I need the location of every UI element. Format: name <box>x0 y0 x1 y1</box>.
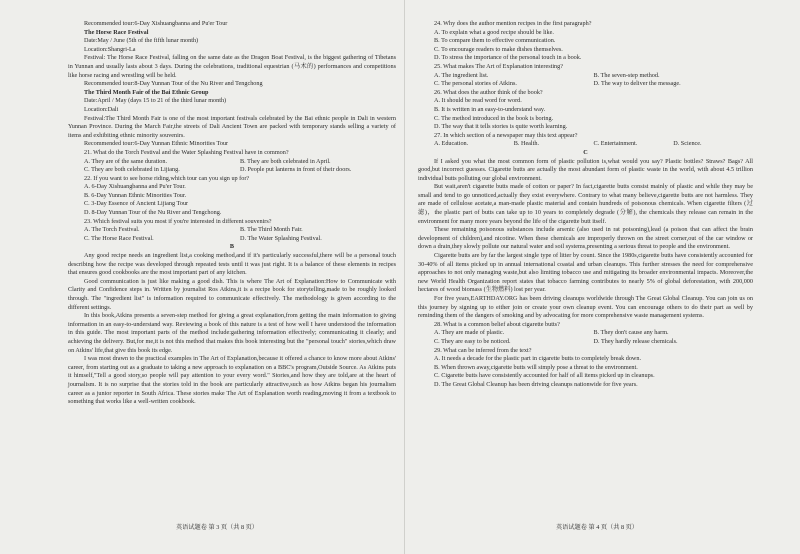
option-row <box>84 158 396 167</box>
answer-option: D. Science. <box>673 140 702 148</box>
question-23 <box>68 218 396 244</box>
option-row <box>434 80 753 89</box>
answer-option: B. They don't cause any harm. <box>593 329 669 337</box>
answer-option: D. The way to deliver the message. <box>593 80 681 88</box>
question-stem: 28. What is a common belief about cigarette butts? <box>434 320 560 328</box>
answer-option: D. The Water Splashing Festival. <box>240 234 322 242</box>
section-c-passage <box>418 158 753 321</box>
paragraph: I was most drawn to the practical examples in The Art of Explanation,because it offered a chance to know more about Atkins' career, from starting out as a graduate to taking a new approach to explanation on a BBC's program,Outside Source. As Atkins puts it himself,"Tell a good story,so people will pay attention to your every word." Stories,and how they are told,are at the heart of journalism. It is no surprise that the stories told in the book are particularly attractive,such as how Atkins began his journalism career as a junior reporter in South Africa. These stories make The Art of Explanation worth reading,moving it from a textbook to something that works like a well-written cookbook. <box>68 355 396 406</box>
answer-option: C. The method introduced in the book is boring. <box>434 114 554 122</box>
section-b-heading: B <box>229 243 235 251</box>
text-line: Location:Dali <box>84 105 119 113</box>
answer-option: D. 8-Day Yunnan Tour of the Nu River and Tengchong. <box>84 209 222 217</box>
question-stem: 26. What does the author think of the book? <box>434 88 543 96</box>
question-stem: 21. What do the Torch Festival and the Water Splashing Festival have in common? <box>84 148 289 156</box>
page-4-footer: 英语试题卷 第 4 页（共 8 页） <box>556 524 638 531</box>
paragraph: Any good recipe needs an ingredient list,a cooking method,and if it's particularly successful,there will be a personal touch describing how the recipe was developed through repeated tests until it was just right. It is a balance of these elements in recipes that ensures good cookbooks are the most important part of any kitchen. <box>68 252 396 277</box>
question-stem: 25. What makes The Art of Explanation interesting? <box>434 62 563 70</box>
answer-option: B. 6-Day Yunnan Ethnic Minorities Tour. <box>84 191 187 199</box>
option-row <box>84 235 396 244</box>
paragraph: These remaining poisonous substances include arsenic (also used in rat poisoning),lead (a poison that can affect the brain development of children),and nicotine. When these chemicals are improperly thrown on the street corner,out of the car window or down a drain,they slowly pollute our natural water and soil systems,presenting a serious threat to people and the environment. <box>418 226 753 251</box>
question-stem: 22. If you want to see horse riding,which tour can you sign up for? <box>84 174 250 182</box>
option-row <box>434 72 753 81</box>
section-a-tail <box>68 20 396 149</box>
answer-option: C. The personal stories of Atkins. <box>434 80 517 88</box>
page-3-footer: 英语试题卷 第 3 页（共 8 页） <box>176 524 258 531</box>
question-21 <box>68 149 396 175</box>
page-4-column <box>418 20 753 390</box>
text-line: Recommended tour:6-Day Xishuangbanna and Pu'er Tour <box>84 20 228 27</box>
answer-option: D. The Great Global Cleanup has been driving cleanups nationwide for five years. <box>434 380 638 388</box>
answer-option: A. They are made of plastic. <box>434 329 505 337</box>
question-27 <box>418 132 753 149</box>
page-3-column <box>68 20 396 407</box>
answer-option: B. Health. <box>513 140 540 148</box>
answer-option: C. Cigarette butts have consistently accounted for half of all items picked up in cleanups. <box>434 372 655 380</box>
option-row <box>84 166 396 175</box>
answer-option: A. It needs a decade for the plastic part in cigarette butts to completely break down. <box>434 355 642 363</box>
answer-option: C. The Horse Race Festival. <box>84 234 154 242</box>
text-line: Date:May / June (5th of the fifth lunar month) <box>84 37 199 45</box>
answer-option: D. The way that it tells stories is quite worth learning. <box>434 123 568 131</box>
answer-option: B. When thrown away,cigarette butts will simply pose a threat to the environment. <box>434 363 638 371</box>
answer-option: A. Education. <box>434 140 469 148</box>
answer-option: C. They are easy to be noticed. <box>434 337 511 345</box>
section-c-heading: C <box>583 148 588 156</box>
text-line: Date:April / May (days 15 to 21 of the third lunar month) <box>84 97 227 105</box>
text-line: Festival: The Horse Race Festival, falling on the same date as the Dragon Boat Festival, is the biggest gathering of Tibetans in Yunnan and usually lasts about 3 days. During the celebrations, traditional equestrian (马术的) performances and competitions like horse racing and wrestling will be held. <box>68 54 396 79</box>
question-29 <box>418 347 753 390</box>
answer-option: D. They hardly release chemicals. <box>593 337 678 345</box>
paragraph: If I asked you what the most common form of plastic pollution is,what would you say? Plastic bottles? Straws? Bags? All good,but incorrect guesses. Cigarette butts are actually the most abundant form of plastic waste in the world, with about 4.5 trillion individual butts polluting our global environment. <box>418 157 753 182</box>
answer-option: A. They are of the same duration. <box>84 157 168 165</box>
question-25 <box>418 63 753 89</box>
question-22 <box>68 175 396 218</box>
text-line: Recommended tour:6-Day Yunnan Ethnic Minorities Tour <box>84 140 229 148</box>
answer-option: C. To encourage readers to make dishes themselves. <box>434 45 563 53</box>
paragraph: Good communication is just like making a good dish. This is where The Art of Explanation:How to Communicate with Clarity and Confidence steps in. Written by journalist Ros Atkins,it is a recipe book for storytelling,made to be roughly looked through. The "ingredient list" is information required to communicate effectively. The methodology is given according to the different settings. <box>68 277 396 311</box>
paragraph: In this book,Atkins presents a seven-step method for giving a great explanation,from getting the main information to giving information in an easy-to-understand way. Reviewing a book of this nature is a test of how well I have understood the information in this guide. The most important parts of the method include:gathering information effectively; communicating it clearly; and achieving the delivery. But,for me,it is not this method that makes this book interesting but the "personal touch" stories,which draw on Atkins' life,that give this book its edge. <box>68 312 396 354</box>
answer-option: D. People put lanterns in front of their doors. <box>240 166 352 174</box>
question-26 <box>418 89 753 132</box>
text-line: Location:Shangri-La <box>84 45 136 53</box>
answer-option: A. It should be read word for word. <box>434 97 522 105</box>
answer-option: A. The ingredient list. <box>434 71 489 79</box>
answer-option: C. 3-Day Essence of Ancient Lijiang Tour <box>84 200 189 208</box>
answer-option: A. The Torch Festival. <box>84 226 140 234</box>
answer-option: D. To stress the importance of the personal touch in a book. <box>434 54 582 62</box>
question-stem: 27. In which section of a newspaper may this text appear? <box>434 131 578 139</box>
paragraph: For five years,EARTHDAY.ORG has been driving cleanups worldwide through The Great Global Cleanup. You can join us on this journey by signing up to either join or create your own cleanup event. You can encourage others to do their part as well by reminding them of the dangers of smoking and by advocating for more comprehensive waste management systems. <box>418 295 753 320</box>
question-stem: 24. Why does the author mention recipes in the first paragraph? <box>434 20 592 27</box>
text-line: Recommended tour:8-Day Yunnan Tour of the Nu River and Tengchong <box>84 80 263 88</box>
question-24 <box>418 20 753 63</box>
paragraph: But wait,aren't cigarette butts made of cotton or paper? In fact,cigarette butts consist mainly of plastic and while they may be small and tend to go unnoticed,actually they exist everywhere. Contrary to what many believe,cigarette butts are not harmless. They are made of cellulose acetate,a man-made plastic material and contain hundreds of poisonous chemicals. When cigarette filters (过滤)，the plastic part of butts can take up to 10 years to completely degrade (分解), the chemicals they release can remain in the environment for many more years beyond the life of the cigarette butt itself. <box>418 183 753 225</box>
answer-option: B. The seven-step method. <box>593 71 660 79</box>
question-stem: 29. What can be inferred from the text? <box>434 346 532 354</box>
answer-option: A. To explain what a good recipe should be like. <box>434 28 554 36</box>
answer-option: C. Entertainment. <box>593 140 638 148</box>
answer-option: B. They are both celebrated in April. <box>240 157 331 165</box>
text-line: Festival:The Third Month Fair is one of the most important festivals celebrated by the Bai ethnic people in Dali in western Yunnan Province. During the March Fair,the streets of Dali Ancient Town are packed with temporary stands selling a variety of items and exhibiting ethnic minority souvenirs. <box>68 114 396 139</box>
page-fold-divider <box>404 0 405 554</box>
question-28 <box>418 321 753 347</box>
section-b-passage <box>68 252 396 407</box>
option-row <box>434 329 753 338</box>
text-line: The Third Month Fair of the Bai Ethnic Group <box>84 88 209 96</box>
option-row <box>434 140 753 149</box>
answer-option: A. 6-Day Xishuangbanna and Pu'er Tour. <box>84 183 186 191</box>
answer-option: B. It is written in an easy-to-understand way. <box>434 105 546 113</box>
question-stem: 23. Which festival suits you most if you're interested in different souvenirs? <box>84 217 272 225</box>
option-row <box>434 338 753 347</box>
answer-option: B. To compare them to effective communication. <box>434 37 556 45</box>
text-line: The Horse Race Festival <box>84 28 149 36</box>
paragraph: Cigarette butts are by far the largest single type of litter by count. Since the 1980s,cigarette butts have consistently accounted for 30-40% of all items picked up in annual international coastal and urban cleanups. This further stresses the need for comprehensive approaches to not only managing waste,but also limiting tobacco use and mitigating its broader environmental impacts. Moreover,the new World Health Organization report states that tobacco farming contributes to nearly 5% of global deforestation, with 200,000 hectares of wood biomass (生物燃料) lost per year. <box>418 252 753 294</box>
answer-option: C. They are both celebrated in Lijiang. <box>84 166 180 174</box>
answer-option: B. The Third Month Fair. <box>240 226 303 234</box>
option-row <box>84 226 396 235</box>
